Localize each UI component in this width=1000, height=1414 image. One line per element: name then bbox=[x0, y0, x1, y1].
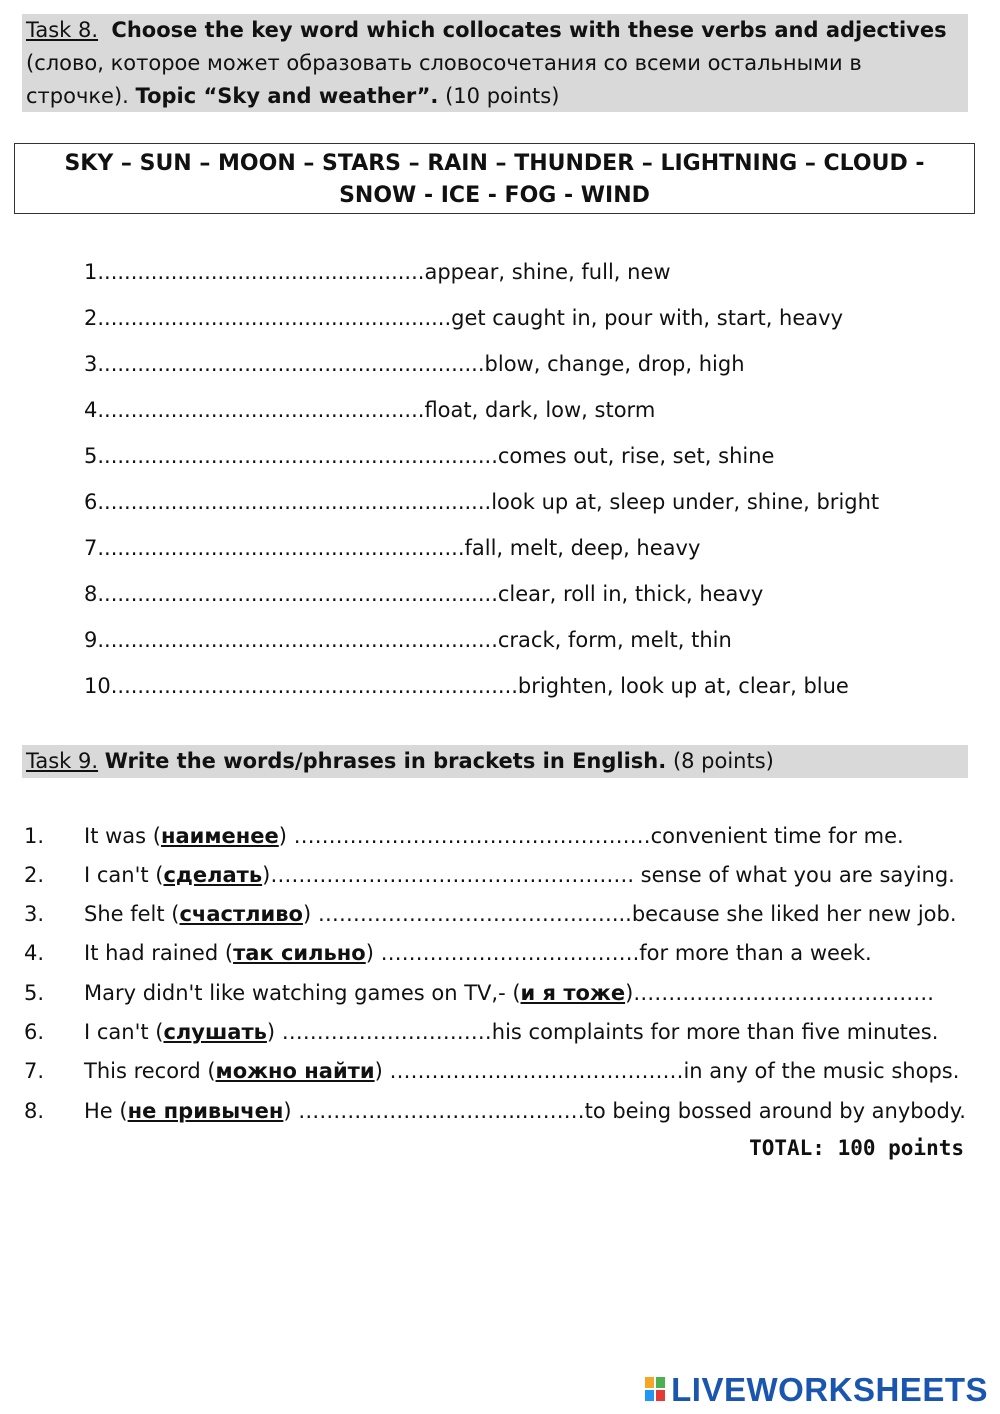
item-post: ) …………………………his complaints for more than five minutes. bbox=[266, 1020, 939, 1044]
item-post: ) …………………………..………to being bossed around by anybody. bbox=[283, 1099, 966, 1123]
task8-item[interactable]: 4.................................................float, dark, low, storm bbox=[84, 398, 656, 422]
task8-item[interactable]: 7.......................................................fall, melt, deep, heavy bbox=[84, 536, 701, 560]
item-post: ) ……………………………………in any of the music shops. bbox=[374, 1059, 960, 1083]
keyword-line-1: SKY – SUN – MOON – STARS – RAIN – THUNDER – LIGHTNING – CLOUD - bbox=[64, 151, 925, 176]
task9-item[interactable] bbox=[24, 1018, 938, 1046]
task8-item[interactable]: 1.................................................appear, shine, full, new bbox=[84, 260, 671, 284]
keyword-line-2: SNOW - ICE - FOG - WIND bbox=[339, 183, 650, 208]
item-russian: наименее bbox=[160, 824, 279, 848]
item-russian: не привычен bbox=[127, 1099, 284, 1123]
task8-points: (10 points) bbox=[445, 84, 560, 108]
task8-item[interactable]: 9............................................................crack, form, melt, thin bbox=[84, 628, 732, 652]
task8-item[interactable]: 8............................................................clear, roll in, thick, heavy bbox=[84, 582, 764, 606]
task8-item[interactable]: 5............................................................comes out, rise, set, shine bbox=[84, 444, 775, 468]
task9-label: Task 9. bbox=[26, 749, 99, 773]
item-pre: He ( bbox=[84, 1099, 128, 1123]
item-number: 7. bbox=[24, 1059, 45, 1083]
item-pre: She felt ( bbox=[84, 902, 180, 926]
item-number: 1. bbox=[24, 824, 45, 848]
item-post: ) ……………………………….for more than a week. bbox=[365, 941, 872, 965]
item-pre: It had rained ( bbox=[84, 941, 234, 965]
item-number: 4. bbox=[24, 941, 45, 965]
task8-instruction-ru: (слово, которое может образовать словосочетания со всеми остальными в строчке). bbox=[26, 51, 862, 108]
task9-item[interactable] bbox=[24, 939, 872, 967]
logo-blocks-icon bbox=[645, 1377, 667, 1403]
item-russian: так сильно bbox=[233, 941, 366, 965]
task8-instruction: Choose the key word which collocates with these verbs and adjectives bbox=[111, 18, 947, 42]
task8-label: Task 8. bbox=[26, 18, 99, 42]
task9-instruction: Write the words/phrases in brackets in English. bbox=[104, 749, 667, 773]
item-number: 5. bbox=[24, 981, 45, 1005]
task8-item[interactable]: 6...........................................................look up at, sleep under, shine, bright bbox=[84, 490, 880, 514]
keyword-box bbox=[14, 143, 975, 214]
task9-item[interactable] bbox=[24, 1057, 959, 1085]
task9-item[interactable] bbox=[24, 979, 934, 1007]
item-russian: и я тоже bbox=[520, 981, 626, 1005]
task9-points: (8 points) bbox=[672, 749, 774, 773]
task8-item[interactable]: 3..........................................................blow, change, drop, high bbox=[84, 352, 745, 376]
total-points: TOTAL: 100 points bbox=[749, 1136, 964, 1160]
task8-item[interactable]: 2.....................................................get caught in, pour with, start, heavy bbox=[84, 306, 843, 330]
item-pre: Mary didn't like watching games on TV,- ( bbox=[84, 981, 521, 1005]
task8-item[interactable]: 10.............................................................brighten, look up at, clear, blue bbox=[84, 674, 849, 698]
item-pre: This record ( bbox=[84, 1059, 216, 1083]
item-russian: можно найти bbox=[215, 1059, 375, 1083]
task9-item[interactable] bbox=[24, 861, 955, 889]
task9-item[interactable] bbox=[24, 900, 957, 928]
item-post: )……………………………………………. sense of what you are saying. bbox=[262, 863, 955, 887]
item-number: 2. bbox=[24, 863, 45, 887]
logo-text: LIVEWORKSHEETS bbox=[671, 1371, 988, 1408]
item-number: 8. bbox=[24, 1099, 45, 1123]
item-russian: слушать bbox=[163, 1020, 267, 1044]
task9-item[interactable] bbox=[24, 822, 904, 850]
item-number: 3. bbox=[24, 902, 45, 926]
task8-header bbox=[22, 14, 968, 112]
item-pre: It was ( bbox=[84, 824, 161, 848]
task9-header bbox=[22, 745, 968, 778]
item-russian: сделать bbox=[163, 863, 263, 887]
item-post: )……………………………………. bbox=[625, 981, 934, 1005]
item-post: ) ……………………………………………convenient time for me. bbox=[278, 824, 904, 848]
item-number: 6. bbox=[24, 1020, 45, 1044]
item-pre: I can't ( bbox=[84, 863, 164, 887]
task9-item[interactable] bbox=[24, 1097, 966, 1125]
item-russian: счастливо bbox=[179, 902, 303, 926]
item-post: ) ……………………………………...because she liked her new job. bbox=[302, 902, 957, 926]
task8-topic: Topic “Sky and weather”. bbox=[135, 84, 439, 108]
item-pre: I can't ( bbox=[84, 1020, 164, 1044]
liveworksheets-logo[interactable] bbox=[645, 1372, 988, 1408]
